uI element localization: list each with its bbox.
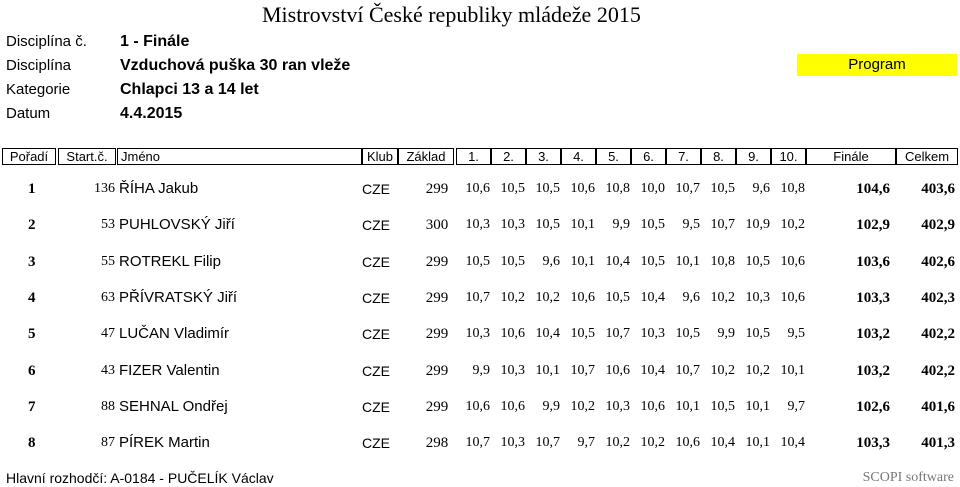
cell-final: 102,6 <box>856 399 890 415</box>
cell-name: PUHLOVSKÝ Jiří <box>119 216 235 233</box>
cell-series-3: 10,5 <box>535 217 560 232</box>
cell-series-6: 10,2 <box>640 435 665 450</box>
cell-rank: 5 <box>28 326 36 342</box>
cell-final: 103,2 <box>856 326 890 342</box>
cell-series-9: 10,1 <box>745 399 770 414</box>
cell-series-4: 10,6 <box>570 290 595 305</box>
header-series-9: 9. <box>736 148 771 165</box>
cell-total: 402,6 <box>921 254 955 270</box>
cell-series-1: 10,3 <box>465 326 490 341</box>
cell-series-1: 10,7 <box>465 290 490 305</box>
cell-series-7: 10,5 <box>675 326 700 341</box>
info-label-discipline: Disciplína <box>6 57 72 74</box>
cell-series-5: 10,4 <box>605 254 630 269</box>
cell-series-5: 10,5 <box>605 290 630 305</box>
cell-series-8: 10,4 <box>710 435 735 450</box>
cell-series-4: 10,6 <box>570 181 595 196</box>
cell-club: CZE <box>362 435 390 451</box>
cell-series-6: 10,0 <box>640 181 665 196</box>
cell-name: PÍREK Martin <box>119 434 210 451</box>
header-series-7: 7. <box>666 148 701 165</box>
cell-start-no: 136 <box>94 181 115 196</box>
cell-club: CZE <box>362 181 390 197</box>
table-row <box>0 360 960 382</box>
cell-series-9: 10,9 <box>745 217 770 232</box>
header-series-6: 6. <box>631 148 666 165</box>
header-name: Jméno <box>117 148 362 165</box>
cell-series-1: 10,6 <box>465 181 490 196</box>
cell-series-5: 10,8 <box>605 181 630 196</box>
software-credit: SCOPI software <box>862 470 954 485</box>
cell-series-3: 10,1 <box>535 363 560 378</box>
cell-series-10: 10,4 <box>780 435 805 450</box>
cell-series-8: 10,5 <box>710 181 735 196</box>
cell-series-8: 10,7 <box>710 217 735 232</box>
cell-start-no: 53 <box>101 217 115 232</box>
cell-base: 299 <box>425 399 449 415</box>
cell-series-5: 10,2 <box>605 435 630 450</box>
cell-start-no: 88 <box>101 399 115 414</box>
cell-series-2: 10,6 <box>500 326 525 341</box>
cell-start-no: 63 <box>101 290 115 305</box>
cell-series-2: 10,3 <box>500 363 525 378</box>
header-final: Finále <box>806 148 896 165</box>
cell-total: 402,2 <box>921 326 955 342</box>
cell-name: LUČAN Vladimír <box>119 325 230 342</box>
cell-series-2: 10,6 <box>500 399 525 414</box>
cell-base: 299 <box>425 290 449 306</box>
cell-series-9: 10,1 <box>745 435 770 450</box>
table-row <box>0 178 960 200</box>
cell-rank: 3 <box>28 254 36 270</box>
header-club: Klub <box>362 148 398 165</box>
cell-series-4: 10,7 <box>570 363 595 378</box>
cell-series-7: 9,6 <box>682 290 700 305</box>
cell-rank: 7 <box>28 399 36 415</box>
cell-series-4: 9,7 <box>577 435 595 450</box>
cell-series-3: 10,4 <box>535 326 560 341</box>
cell-final: 104,6 <box>856 181 890 197</box>
cell-rank: 2 <box>28 217 36 233</box>
table-row <box>0 287 960 309</box>
cell-series-4: 10,1 <box>570 254 595 269</box>
cell-rank: 4 <box>28 290 36 306</box>
cell-series-3: 10,7 <box>535 435 560 450</box>
cell-base: 298 <box>425 435 449 451</box>
cell-series-7: 10,7 <box>675 363 700 378</box>
cell-series-6: 10,6 <box>640 399 665 414</box>
cell-series-3: 9,6 <box>542 254 560 269</box>
cell-rank: 8 <box>28 435 36 451</box>
cell-final: 103,6 <box>856 254 890 270</box>
cell-series-2: 10,5 <box>500 181 525 196</box>
cell-series-10: 9,5 <box>787 326 805 341</box>
cell-name: PŘÍVRATSKÝ Jiří <box>119 289 238 306</box>
info-label-discipline-no: Disciplína č. <box>6 33 87 50</box>
cell-series-3: 10,2 <box>535 290 560 305</box>
cell-start-no: 43 <box>101 363 115 378</box>
table-row <box>0 396 960 418</box>
cell-series-7: 10,1 <box>675 254 700 269</box>
cell-club: CZE <box>362 363 390 379</box>
cell-series-8: 10,5 <box>710 399 735 414</box>
cell-start-no: 87 <box>101 435 115 450</box>
cell-series-9: 10,5 <box>745 254 770 269</box>
cell-base: 299 <box>425 363 449 379</box>
cell-series-2: 10,3 <box>500 435 525 450</box>
page-title: Mistrovství České republiky mládeže 2015 <box>262 2 641 27</box>
header-series-8: 8. <box>701 148 736 165</box>
cell-final: 103,3 <box>856 290 890 306</box>
cell-series-6: 10,3 <box>640 326 665 341</box>
cell-total: 402,2 <box>921 363 955 379</box>
cell-series-6: 10,4 <box>640 363 665 378</box>
table-row <box>0 323 960 345</box>
cell-total: 402,9 <box>921 217 955 233</box>
table-row <box>0 432 960 454</box>
cell-name: ŘÍHA Jakub <box>119 180 199 197</box>
cell-series-5: 10,3 <box>605 399 630 414</box>
cell-series-2: 10,2 <box>500 290 525 305</box>
info-value-category: Chlapci 13 a 14 let <box>120 81 259 98</box>
cell-series-5: 9,9 <box>612 217 630 232</box>
cell-series-4: 10,5 <box>570 326 595 341</box>
cell-rank: 1 <box>28 181 36 197</box>
cell-final: 102,9 <box>856 217 890 233</box>
cell-name: SEHNAL Ondřej <box>119 398 228 415</box>
cell-series-6: 10,5 <box>640 217 665 232</box>
cell-series-10: 10,2 <box>780 217 805 232</box>
cell-total: 401,3 <box>921 435 955 451</box>
cell-series-9: 9,6 <box>752 181 770 196</box>
cell-base: 299 <box>425 254 449 270</box>
cell-series-8: 10,2 <box>710 290 735 305</box>
cell-club: CZE <box>362 399 390 415</box>
cell-base: 300 <box>425 217 449 233</box>
cell-series-9: 10,3 <box>745 290 770 305</box>
cell-series-8: 9,9 <box>717 326 735 341</box>
header-series-10: 10. <box>771 148 806 165</box>
cell-series-7: 10,1 <box>675 399 700 414</box>
cell-total: 402,3 <box>921 290 955 306</box>
cell-rank: 6 <box>28 363 36 379</box>
cell-series-10: 10,1 <box>780 363 805 378</box>
cell-total: 401,6 <box>921 399 955 415</box>
header-rank: Pořadí <box>2 148 56 165</box>
header-series-3: 3. <box>526 148 561 165</box>
cell-series-6: 10,5 <box>640 254 665 269</box>
program-button[interactable]: Program <box>797 54 957 76</box>
cell-club: CZE <box>362 290 390 306</box>
cell-club: CZE <box>362 254 390 270</box>
header-start: Start.č. <box>58 148 116 165</box>
cell-series-1: 10,7 <box>465 435 490 450</box>
cell-series-10: 10,8 <box>780 181 805 196</box>
cell-series-2: 10,3 <box>500 217 525 232</box>
cell-series-2: 10,5 <box>500 254 525 269</box>
cell-start-no: 55 <box>101 254 115 269</box>
info-value-date: 4.4.2015 <box>120 105 183 122</box>
cell-series-9: 10,5 <box>745 326 770 341</box>
cell-base: 299 <box>425 326 449 342</box>
info-label-date: Datum <box>6 105 51 122</box>
cell-name: ROTREKL Filip <box>119 253 221 270</box>
cell-club: CZE <box>362 326 390 342</box>
cell-series-5: 10,7 <box>605 326 630 341</box>
header-series-4: 4. <box>561 148 596 165</box>
cell-start-no: 47 <box>101 326 115 341</box>
cell-series-7: 10,7 <box>675 181 700 196</box>
cell-final: 103,2 <box>856 363 890 379</box>
cell-series-1: 10,6 <box>465 399 490 414</box>
cell-series-8: 10,8 <box>710 254 735 269</box>
info-value-discipline: Vzduchová puška 30 ran vleže <box>120 57 351 74</box>
cell-series-10: 10,6 <box>780 254 805 269</box>
table-row <box>0 251 960 273</box>
cell-base: 299 <box>425 181 449 197</box>
cell-series-4: 10,1 <box>570 217 595 232</box>
header-series-5: 5. <box>596 148 631 165</box>
cell-series-10: 10,6 <box>780 290 805 305</box>
cell-series-6: 10,4 <box>640 290 665 305</box>
cell-series-1: 9,9 <box>472 363 490 378</box>
cell-series-8: 10,2 <box>710 363 735 378</box>
cell-series-1: 10,3 <box>465 217 490 232</box>
cell-series-10: 9,7 <box>787 399 805 414</box>
cell-series-3: 10,5 <box>535 181 560 196</box>
info-label-category: Kategorie <box>6 81 71 98</box>
cell-club: CZE <box>362 217 390 233</box>
header-series-2: 2. <box>491 148 526 165</box>
table-row <box>0 214 960 236</box>
header-series-1: 1. <box>456 148 491 165</box>
info-value-discipline-no: 1 - Finále <box>120 33 190 50</box>
header-total: Celkem <box>896 148 958 165</box>
cell-series-4: 10,2 <box>570 399 595 414</box>
cell-series-9: 10,2 <box>745 363 770 378</box>
cell-series-7: 10,6 <box>675 435 700 450</box>
cell-series-3: 9,9 <box>542 399 560 414</box>
cell-name: FIZER Valentin <box>119 362 220 379</box>
chief-referee: Hlavní rozhodčí: A-0184 - PUČELÍK Václav <box>6 470 274 486</box>
cell-series-1: 10,5 <box>465 254 490 269</box>
cell-final: 103,3 <box>856 435 890 451</box>
header-base: Základ <box>398 148 454 165</box>
cell-total: 403,6 <box>921 181 955 197</box>
cell-series-7: 9,5 <box>682 217 700 232</box>
cell-series-5: 10,6 <box>605 363 630 378</box>
